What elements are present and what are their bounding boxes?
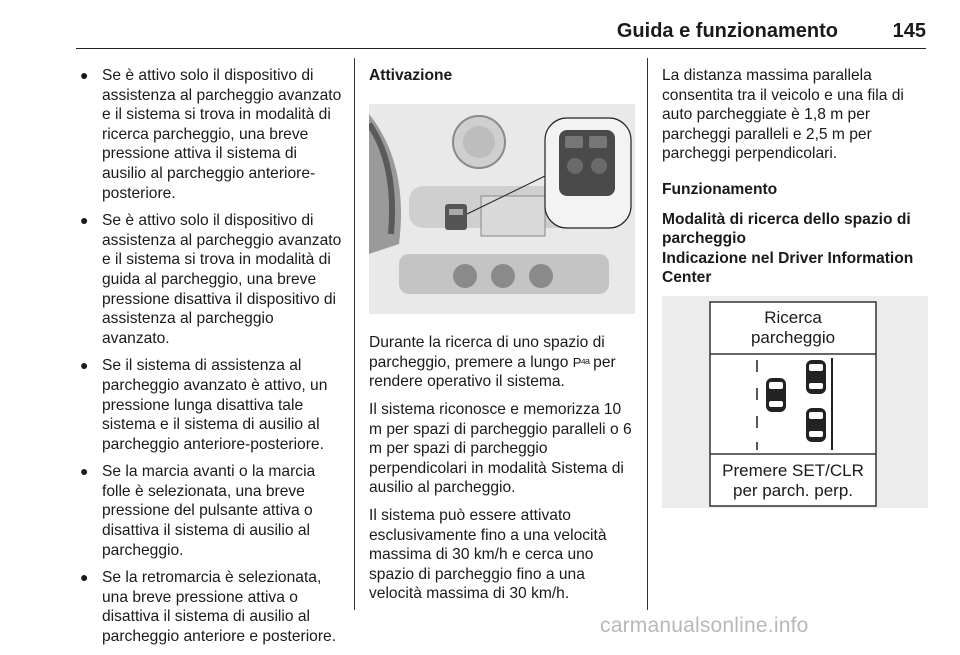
dic-display-illustration [662,296,928,508]
page-number: 145 [892,20,926,42]
own-car-icon [766,378,786,412]
parked-car-icon [806,360,826,394]
list-item: ● Se la marcia avanti o la marcia folle è selezionata, una breve pressione del pulsante attiva o disattiva il sistema di ausilio al parcheggio. [80,463,316,559]
column-3 [662,66,928,514]
paragraph-activation: Durante la ricerca di uno spazio di parcheggio, premere a lungo P⁴ᵃ per rendere operativo il sistema. [369,334,616,391]
page-header [76,0,926,49]
list-item: ● Se è attivo solo il dispositivo di assistenza al parcheggio avanzato e il sistema si trova in modalità di guida al parcheggio, una breve pressione disattiva il dispositivo di assistenza al parcheggio avanzato. [80,212,342,347]
watermark-text: carmanualsonline.info [600,614,809,637]
page-title: Guida e funzionamento [616,20,838,42]
paragraph-memory: Il sistema riconosce e memorizza 10 m per spazi di parcheggio paralleli o 6 m per spazi di parcheggio perpendicolari in modalità Sistema di ausilio al parcheggio. [369,400,632,497]
display-bottom-line1: Premere SET/CLR [722,460,864,480]
list-item: ● Se la retromarcia è selezionata, una breve pressione attiva o disattiva il sistema di ausilio al parcheggio anteriore e posteriore. [80,569,337,646]
bullet-list [76,66,344,647]
column-divider [647,58,648,610]
section-heading-funzionamento: Funzionamento [662,180,778,198]
parked-car-icon [806,408,826,442]
column-divider [354,58,355,610]
display-top-line1: Ricerca [764,307,822,327]
subheading-dic: Indicazione nel Driver Information Center [662,249,914,287]
bullet-icon: ● [80,67,89,83]
bullet-icon: ● [80,212,89,229]
section-heading-attivazione: Attivazione [369,67,453,84]
bullet-icon: ● [80,357,89,374]
bullet-icon: ● [80,463,89,480]
column-2 [369,66,635,612]
dashboard-photo [369,104,635,314]
list-item: ● Se è attivo solo il dispositivo di assistenza al parcheggio avanzato e il sistema si trova in modalità di ricerca parcheggio, una breve pressione attiva il sistema di ausilio al parcheggio anteriore-posteriore. [80,67,342,202]
column-1 [76,66,344,655]
display-bottom-line2: per parch. perp. [732,480,854,500]
bullet-icon: ● [80,569,89,586]
paragraph-speed: Il sistema può essere attivato esclusivamente fino a una velocità massima di 30 km/h e cerca uno spazio di parcheggio fino a una velocità massima di 30 km/h. [369,506,607,603]
display-top-line2: parcheggio [750,327,836,347]
paragraph-distance: La distanza massima parallela consentita tra il veicolo e una fila di auto parcheggiate è 1,8 m per parcheggi paralleli e 2,5 m per parcheggi perpendicolari. [662,67,904,163]
park-assist-icon: P⁴ᵃ [572,354,589,370]
subheading-search-mode: Modalità di ricerca dello spazio di parcheggio [662,210,911,248]
list-item: ● Se il sistema di assistenza al parcheggio avanzato è attivo, un pressione lunga disattiva tale sistema e il sistema di ausilio al parcheggio anteriore-posteriore. [80,357,328,453]
